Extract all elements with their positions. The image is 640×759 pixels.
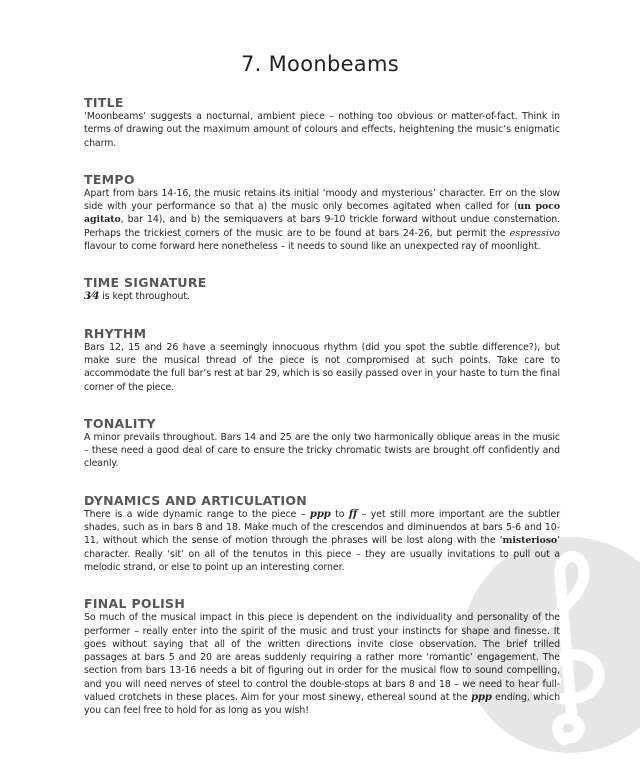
section-heading: TITLE — [84, 95, 124, 110]
section-text: ‘Moonbeams’ suggests a nocturnal, ambient piece – nothing too obvious or matter-of-fact. Think in terms of drawing out the maximum amount of colours and effects, heightening the music’s enigmatic charm. — [84, 111, 560, 149]
dynamic-marking: ff — [348, 508, 358, 520]
section-dynamics — [84, 493, 560, 574]
dynamic-marking: ppp — [471, 692, 492, 704]
text-run: So much of the musical impact in this piece is dependent on the individuality and personality of the performer – really enter into the spirit of the music and trust your instincts for shape and finesse. It goes without saying that all of the written directions invite close observation. The brief trilled passages at bars 5 and 20 are areas suddenly requiring a rather more ‘romantic’ engagement. The section from bars 13-16 needs a bit of figuring out in order for the musical flow to sound compelling, and you will need nerves of steel to control the double-stops at bars 8 and 18 – we need to hear full-valued crotchets in these places. Aim for your most sinewy, ethereal sound at the — [84, 612, 560, 704]
section-text — [84, 611, 560, 717]
section-tempo — [84, 172, 560, 253]
spacer — [84, 150, 560, 172]
time-signature-symbol: 3⁄4 — [84, 291, 100, 303]
text-run: Apart from bars 14-16, the music retains its initial ‘moody and mysterious’ character. Err on the slow side with your performance so that a) the music only becomes agitated when called for ( — [84, 187, 560, 213]
section-heading: RHYTHM — [84, 325, 147, 341]
text-run: There is a wide dynamic range to the piece – — [84, 508, 310, 520]
section-text: Bars 12, 15 and 26 have a seemingly innocuous rhythm (did you spot the subtle difference?), but make sure the musical thread of the piece is not compromised at such points. Take care to accommodate the full bar’s rest at bar 29, which is so easily passed over in your haste to turn the final corner of the piece. — [84, 341, 560, 393]
text-run: – yet still more important are the subtler shades, such as in bars 8 and 18. Make much of the crescendos and diminuendos at bars 5-6 and 10-11, without which the sense of motion through the phrases will be lost along with the ‘ — [84, 508, 560, 547]
content — [84, 95, 560, 718]
section-rhythm — [84, 326, 560, 394]
section-heading: TEMPO — [84, 171, 135, 187]
section-text — [84, 508, 560, 574]
spacer — [84, 253, 560, 275]
text-run: ’ character. Really ‘sit’ on all of the tenutos in this piece – they are usually invitations to pull out a melodic strand, or else to point up an interesting corner. — [84, 535, 560, 573]
section-text — [84, 187, 560, 253]
page-title: 7. Moonbeams — [241, 52, 399, 76]
text-run: is kept throughout. — [99, 291, 190, 303]
section-heading: TIME SIGNATURE — [84, 275, 207, 291]
text-run: , bar 14), and b) the semiquavers at bars 9-10 trickle forward without undue consternation. Perhaps the trickiest corners of the music are to be found at bars 24-26, but permit the — [84, 214, 560, 239]
section-text — [84, 290, 560, 303]
spacer — [84, 304, 560, 326]
section-heading: TONALITY — [84, 415, 156, 431]
text-run: to — [330, 508, 349, 520]
text-run: ending, which you can feel free to hold for as long as you wish! — [84, 692, 560, 717]
section-final-polish — [84, 596, 560, 717]
section-time-signature — [84, 275, 560, 303]
expression-marking: espressivo — [509, 227, 560, 239]
section-tonality — [84, 416, 560, 471]
section-heading: DYNAMICS AND ARTICULATION — [84, 492, 308, 508]
spacer — [84, 394, 560, 416]
spacer — [84, 574, 560, 596]
tempo-marking: un poco agitato — [84, 201, 560, 226]
section-title — [84, 95, 560, 150]
section-text: A minor prevails throughout. Bars 14 and 25 are the only two harmonically oblique areas in the music – these need a good deal of care to ensure the tricky chromatic twists are brought off confidently and cleanly. — [84, 431, 560, 470]
spacer — [84, 471, 560, 493]
dynamic-marking: ppp — [309, 508, 331, 520]
expression-marking: misterioso — [502, 535, 558, 547]
text-run: flavour to come forward here nonetheless – it needs to sound like an unexpected ray of moonlight. — [84, 241, 541, 253]
section-heading: FINAL POLISH — [84, 596, 186, 612]
